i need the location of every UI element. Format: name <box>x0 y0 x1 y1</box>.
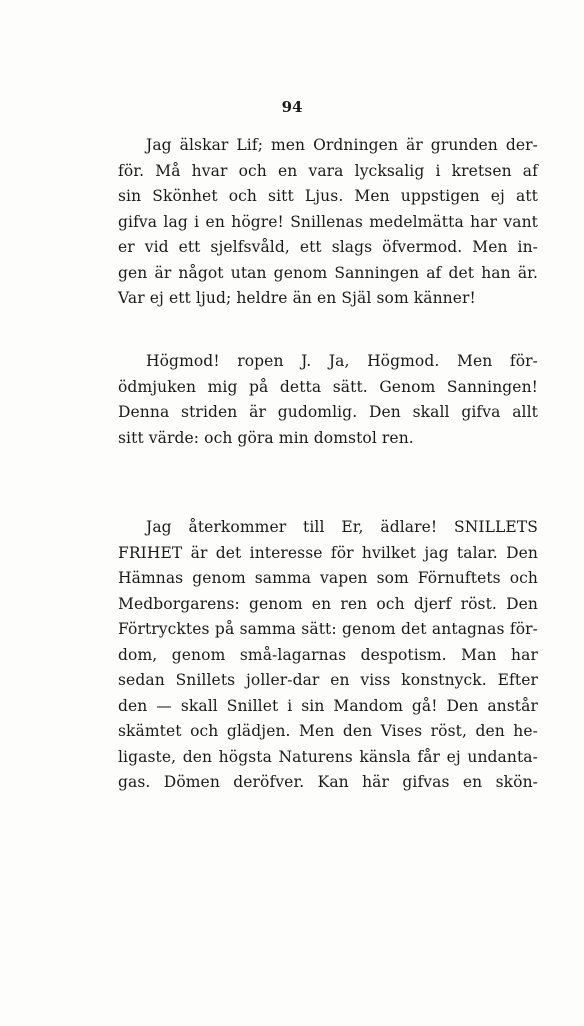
text-line: FRIHET är det interesse för hvilket jag talar. Den <box>118 543 538 562</box>
page-number: 94 <box>281 98 303 116</box>
text-line: Högmod! ropen J. Ja, Högmod. Men för- <box>146 352 538 370</box>
text-line: för. Må hvar och en vara lycksalig i kretsen af <box>118 161 538 180</box>
text-line: sin Skönhet och sitt Ljus. Men uppstigen ej att <box>118 187 538 205</box>
text-line: gen är något utan genom Sanningen af det han är. <box>118 263 538 282</box>
paragraph-3 <box>118 515 538 796</box>
text-line: Denna striden är gudomlig. Den skall gifva allt <box>118 403 538 421</box>
text-line: Var ej ett ljud; heldre än en Själ som känner! <box>118 289 476 307</box>
text-line: Jag älskar Lif; men Ordningen är grunden der- <box>146 136 538 154</box>
text-line: Förtrycktes på samma sätt: genom det antagnas för- <box>118 620 538 638</box>
text-line: sedan Snillets joller-dar en viss konstnyck. Efter <box>118 671 538 689</box>
text-line: gifva lag i en högre! Snillenas medelmätta har vant <box>118 212 538 231</box>
text-line: Jag återkommer till Er, ädlare! SNILLETS <box>146 518 538 536</box>
text-line: ligaste, den högsta Naturens känsla får ej undanta- <box>118 747 538 766</box>
text-line: gas. Dömen deröfver. Kan här gifvas en skön- <box>118 773 538 791</box>
paragraph-1 <box>118 133 538 312</box>
text-line: Medborgarens: genom en ren och djerf röst. Den <box>118 594 538 613</box>
text-line: sitt värde: och göra min domstol ren. <box>118 428 414 447</box>
text-line: Hämnas genom samma vapen som Förnuftets och <box>118 569 538 587</box>
text-line: skämtet och glädjen. Men den Vises röst, den he- <box>118 722 538 740</box>
text-line: den — skall Snillet i sin Mandom gå! Den anstår <box>118 696 538 715</box>
paragraph-2 <box>118 349 538 451</box>
text-line: dom, genom små-lagarnas despotism. Man har <box>118 645 538 664</box>
text-line: er vid ett sjelfsvåld, ett slags öfvermod. Men in- <box>118 238 538 256</box>
text-line: ödmjuken mig på detta sätt. Genom Sanningen! <box>118 377 538 396</box>
